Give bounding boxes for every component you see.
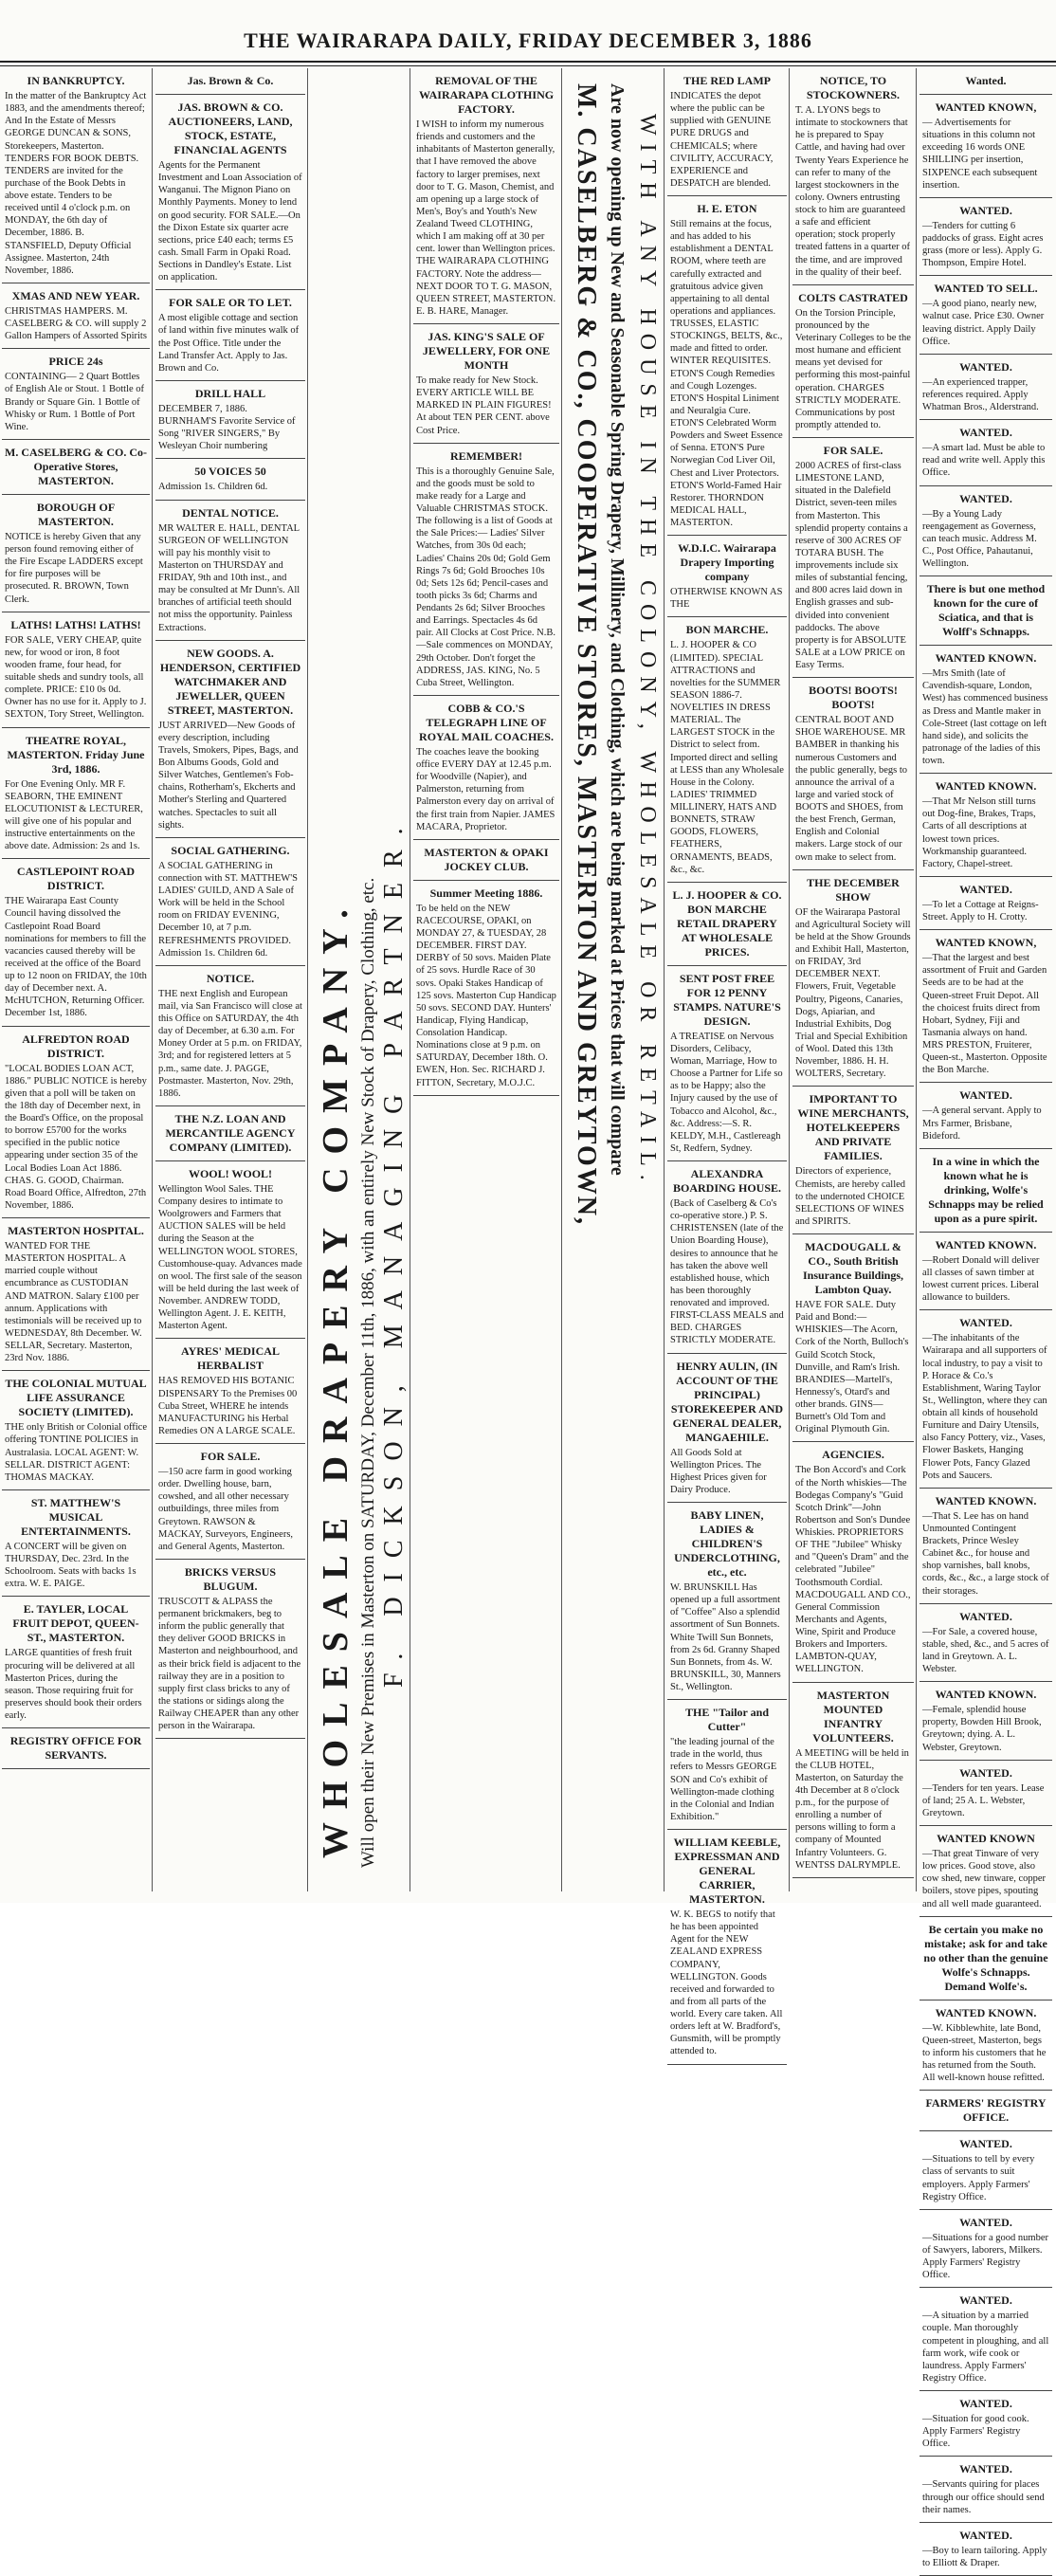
banner-footer: WITH ANY HOUSE IN THE COLONY, WHOLESALE OR RETAIL. xyxy=(635,114,660,1189)
advertisement-title: WANTED. xyxy=(959,1088,1012,1103)
advertisement xyxy=(792,1234,914,1442)
advertisement-body: —W. Kibblewhite, late Bond, Queen-street, Masterton, begs to inform his customers that he has returned from the South. All well-known house refitted. xyxy=(922,2022,1047,2084)
advertisement xyxy=(2,440,150,495)
advertisement-body: CHRISTMAS HAMPERS. M. CASELBERG & CO. will supply 2 Gallon Hampers of Assorted Spirits xyxy=(5,305,147,342)
advertisement-body: In the matter of the Bankruptcy Act 1883, and the amendments thereof; And In the Estate of Messrs GEORGE DUNCAN & SONS, Storekeepers, Masterton. TENDERS FOR BOOK DEBTS. TENDERS are invited for the purchase of the Book Debts in above estate. Tenders to be received until 4 o'clock p.m. on MONDAY, the 6th day of December, 1886. B. STANSFIELD, Deputy Official Assignee. Masterton, 24th November, 1886. xyxy=(5,91,147,276)
advertisement xyxy=(792,285,914,438)
advertisement-body: —150 acre farm in good working order. Dwelling house, barn, cowshed, and all other necessary outbuildings, three miles from Greytown. RAWSON & MACKAY, Surveyors, Engineers, and General Agents, Masterton. xyxy=(158,1467,294,1552)
advertisement-body: L. J. HOOPER & CO (LIMITED). SPECIAL ATTRACTIONS and novelties for the SUMMER SEASON 1886-7. NOVELTIES IN DRESS MATERIAL. The LARGEST STOCK in the District to select from. Imported direct and selling at LESS than any Wholesale House in the Colony. LADIES' TRIMMED MILLINERY, HATS AND BONNETS, STRAW GOODS, FLOWERS, FEATHERS, ORNAMENTS, BEADS, &c., &c. xyxy=(670,640,784,875)
advertisement-body: T. A. LYONS begs to intimate to stockowners that he is prepared to Spay Cattle, and having had over Twenty Years Experience he can refer to many of the largest stockowners in the colony. Owners entrusting stock to him are guaranteed a safe and efficient operation; stock properly treated fattens in a quarter of the time, and are improved in the quality of their beef. xyxy=(795,105,910,278)
advertisement-body: Still remains at the focus, and has added to his establishment a DENTAL ROOM, where teeth are carefully extracted and gratuitous advice given appertaining to all dental operations and appliances. TRUSSES, ELASTIC STOCKINGS, BELTS, &c., made and fitted to order. WINTER REQUISITES. ETON'S Cough Remedies and Cough Lozenges. ETON'S Hospital Liniment and Neuralgia Cure. ETON'S Celebrated Worm Powders and Sweet Essence of Senna. ETON'S Pure Norwegian Cod Liver Oil, Chest and Liver Protectors. ETON'S World-Famed Hair Restorer. THORNDON MEDICAL HALL, MASTERTON. xyxy=(670,219,783,528)
advertisement-body: —Female, splendid house property, Bowden Hill Brook, Greytown; dying. A. L. Webster, Greytown. xyxy=(922,1705,1042,1753)
advertisement-body: A most eligible cottage and section of land within five minutes walk of the Post Office. Title under the Land Transfer Act. Apply to Jas. Brown and Co. xyxy=(158,313,300,374)
advertisement-title: PRICE 24s xyxy=(48,355,103,369)
advertisement xyxy=(667,617,787,882)
advertisement-title: COLTS CASTRATED xyxy=(798,290,908,304)
column-divider xyxy=(789,68,790,1891)
advertisement xyxy=(919,95,1052,198)
advertisement xyxy=(2,1490,150,1598)
advertisement xyxy=(919,1083,1052,1148)
advertisement-body: —Servants quiring for places through our office should send their names. xyxy=(922,2479,1045,2515)
advertisement-title: Jas. Brown & Co. xyxy=(187,74,274,87)
advertisement-body: —That great Tinware of very low prices. Good stove, also cow shed, new tinware, copper boilers, stove pipes, spouting and all well made guaranteed. xyxy=(922,1849,1047,1909)
advertisement-body: Admission 1s. Children 6d. xyxy=(158,482,268,493)
advertisement-title: There is but one method known for the cure of Sciatica, and that is Wolff's Schnapps. xyxy=(926,582,1046,639)
advertisement-body: I WISH to inform my numerous friends and customers and the inhabitants of Masterton generally, that I have removed the above factory to larger premises, next door to T. G. Mason, Chemist, and am opening up a large stock of Men's, Boy's and Youth's New Zealand Tweed CLOTHING, which I am making off at 30 per cent. lower than Wellington prices. THE WAIRARAPA CLOTHING FACTORY. Note the address—NEXT DOOR TO T. G. MASON, QUEEN STREET, MASTERTON. E. B. HARE, Manager. xyxy=(416,119,556,317)
advertisement xyxy=(155,838,305,966)
column-divider xyxy=(664,68,665,1891)
advertisement-body: HAVE FOR SALE. Duty Paid and Bond:— WHISKIES—The Acorn, Cork of the North, Bulloch's Guild Scotch Stock, Dunville, and Ram's Irish. BRANDIES—Martell's, Hennessy's, Otard's and other brands. GINS—Burnett's Old Tom and Original Plymouth Gin. xyxy=(795,1300,909,1435)
advertisement-body: "the leading journal of the trade in the world, thus refers to Messrs GEORGE SON and Co's exhibit of Wellington-made clothing in the Colonial and Indian Exhibition." xyxy=(670,1737,777,1822)
advertisement-title: Wanted. xyxy=(965,74,1007,87)
advertisement-title: WANTED. xyxy=(959,426,1012,440)
advertisement xyxy=(667,1503,787,1700)
advertisement xyxy=(919,276,1052,355)
column-5 xyxy=(792,68,914,1891)
advertisement-title: HENRY AULIN, (IN ACCOUNT OF THE PRINCIPAL) STOREKEEPER AND GENERAL DEALER, MANGAEHILE. xyxy=(670,1359,784,1444)
advertisement xyxy=(667,1700,787,1830)
advertisement-body: —Mrs Smith (late of Cavendish-square, London, West) has commenced business as Dress and Mantle maker in Cole-Street (last cottage on left hand side), and solicits the patronage of the ladies of this town. xyxy=(922,668,1048,766)
advertisement-title: CASTLEPOINT ROAD DISTRICT. xyxy=(16,865,136,893)
advertisement-body: Agents for the Permanent Investment and Loan Association of Wanganui. The Mignon Piano on Monthly Payments. Money to lend on good security. FOR SALE.—On the Dixon Estate six quarter acre sections, price £40 each; terms £5 cash. Small Farm in Opaki Road. Sections in Dandley's Estate. List on application. xyxy=(158,160,302,283)
advertisement-title: WANTED KNOWN, xyxy=(935,936,1037,950)
advertisement-title: WANTED KNOWN, xyxy=(935,100,1037,114)
advertisement-body: —Boy to learn tailoring. Apply to Elliott & Draper. xyxy=(922,2545,1047,2568)
advertisement-title: BOROUGH OF MASTERTON. xyxy=(36,500,116,528)
advertisement-title: WANTED KNOWN. xyxy=(935,2005,1037,2019)
advertisement-title: W.D.I.C. Wairarapa Drapery Importing company xyxy=(678,541,776,584)
advertisement-title: WANTED KNOWN. xyxy=(935,1237,1037,1251)
advertisement xyxy=(2,283,150,349)
advertisement-body: —The inhabitants of the Wairarapa and all supporters of local industry, to pay a visit to P. Horace & Co.'s Establishment, Waring Taylor St., Wellington, where they can obtain all kinds of household Furniture and Dairy Utensils, also Fancy Pottery, viz., Vases, Flower Baskets, Hanging Flower Pots, Fancy Glazed Pots and Saucers. xyxy=(922,1333,1047,1481)
advertisement-title: In a wine in which the known what he is drinking, Wolfe's Schnapps may be relied upon as a pure spirit. xyxy=(928,1154,1044,1225)
advertisement xyxy=(919,877,1052,930)
advertisement-title: ALEXANDRA BOARDING HOUSE. xyxy=(672,1167,782,1195)
wholesale-drapery-banner xyxy=(309,76,408,1891)
advertisement-body: —A general servant. Apply to Mrs Farmer, Brisbane, Bideford. xyxy=(922,1105,1042,1142)
advertisement xyxy=(155,68,305,95)
advertisement xyxy=(919,1682,1052,1761)
advertisement xyxy=(919,646,1052,774)
advertisement-body: THE next English and European mail, via San Francisco will close at this Office on SATURDAY, the 4th day of December, at 6.30 a.m. For Money Order at 5 p.m. on FRIDAY, 3rd; and for registered letters at 5 p.m., same date. J. PAGGE, Postmaster. Masterton, Nov. 29th, 1886. xyxy=(158,988,302,1099)
advertisement xyxy=(155,966,305,1106)
advertisement xyxy=(155,459,305,500)
advertisement xyxy=(919,1917,1052,2001)
advertisement xyxy=(792,1087,914,1234)
column-4 xyxy=(667,68,787,2057)
advertisement xyxy=(919,930,1052,1083)
advertisement-body: W. K. BEGS to notify that he has been appointed Agent for the NEW ZEALAND EXPRESS COMPANY, WELLINGTON. Goods received and forwarded to and from all parts of the world. Every care taken. All orders left at W. Bradford's, Gunsmith, will be promptly attended to. xyxy=(670,1909,783,2057)
advertisement xyxy=(667,68,787,196)
advertisement-title: Summer Meeting 1886. xyxy=(429,886,543,900)
advertisement xyxy=(155,1339,305,1444)
advertisement xyxy=(919,198,1052,277)
advertisement-body: OF the Wairarapa Pastoral and Agricultural Society will be held at the Show Grounds and Exhibit Hall, Masterton, on FRIDAY, 3rd DECEMBER NEXT. Flowers, Fruit, Vegetable Poultry, Pigeons, Canaries, Dogs, Apiarian, and Industrial Exhibits, Dog Trial and Special Exhibition of Wool. Dated this 13th November, 1886. H. H. WOLTERS, Secretary. xyxy=(795,906,911,1080)
advertisement-title: FARMERS' REGISTRY OFFICE. xyxy=(925,2096,1047,2125)
advertisement-body: All Goods Sold at Wellington Prices. The Highest Prices given for Dairy Produce. xyxy=(670,1447,767,1495)
advertisement xyxy=(919,2288,1052,2391)
advertisement-body: To make ready for New Stock. EVERY ARTICLE WILL BE MARKED IN PLAIN FIGURES! At about TEN PER CENT. above Cost Price. xyxy=(416,375,552,436)
advertisement-title: THE RED LAMP xyxy=(683,74,771,87)
advertisement-title: AYRES' MEDICAL HERBALIST xyxy=(181,1344,280,1373)
advertisement xyxy=(919,1761,1052,1826)
advertisement xyxy=(667,536,787,617)
advertisement-title: IN BANKRUPTCY. xyxy=(27,74,125,87)
banner-subline: Will open their New Premises in Masterton on SATURDAY, December 11th, 1886, with an entirely New Stock of Drapery, Clothing, etc. xyxy=(358,877,378,1868)
advertisement-body: The coaches leave the booking office EVERY DAY at 12.45 p.m. for Woodville (Napier), and Palmerston, returning from Palmerston every day on arrival of the first train from Napier. JAMES MACARA, Proprietor. xyxy=(416,746,555,832)
advertisement-title: 50 VOICES 50 xyxy=(194,465,266,479)
advertisement-title: WANTED KNOWN. xyxy=(935,651,1037,666)
advertisement-title: WANTED. xyxy=(959,1609,1012,1623)
advertisement xyxy=(792,68,914,285)
banner-manager: F. DICKSON, MANAGING PARTNER. xyxy=(379,813,409,1688)
advertisement-body: —An experienced trapper, references required. Apply Whatman Bros., Alderstrand. xyxy=(922,376,1039,412)
advertisement xyxy=(919,1826,1052,1917)
advertisement-title: FOR SALE. xyxy=(200,1450,261,1463)
advertisement-title: BOOTS! BOOTS! BOOTS! xyxy=(809,684,898,712)
advertisement-title: MASTERTON MOUNTED INFANTRY VOLUNTEERS. xyxy=(812,1688,894,1745)
advertisement xyxy=(919,1233,1052,1311)
advertisement xyxy=(919,2091,1052,2131)
advertisement-body: — Advertisements for situations in this column not exceeding 16 words ONE SHILLING per insertion, SIXPENCE each subsequent insertion. xyxy=(922,118,1038,191)
advertisement-title: MASTERTON HOSPITAL. xyxy=(8,1224,144,1237)
advertisement-title: WANTED. xyxy=(959,203,1012,217)
advertisement-title: THE "Tailor and Cutter" xyxy=(684,1706,770,1734)
advertisement xyxy=(155,1161,305,1340)
advertisement-title: WANTED. xyxy=(959,2293,1012,2308)
advertisement xyxy=(2,1218,150,1371)
advertisement xyxy=(792,438,914,678)
advertisement xyxy=(919,576,1052,646)
banner-headline: WHOLESALE DRAPERY COMPANY. xyxy=(316,896,355,1858)
advertisement-title: WANTED. xyxy=(959,1316,1012,1330)
advertisement-body: —Situations to tell by every class of servants to suit employers. Apply Farmers' Registry Office. xyxy=(922,2154,1035,2202)
advertisement-body: OTHERWISE KNOWN AS THE xyxy=(670,587,783,611)
advertisement-title: NOTICE. xyxy=(206,971,255,985)
advertisement-body: —A smart lad. Must be able to read and write well. Apply this Office. xyxy=(922,443,1046,479)
advertisement-body: NOTICE is hereby Given that any person found removing either of the Fire Escape LADDERS except for fire purposes will be prosecuted. R. BROWN, Town Clerk. xyxy=(5,531,143,605)
advertisement-title: WANTED. xyxy=(959,491,1012,505)
advertisement-body: 2000 ACRES of first-class LIMESTONE LAND, situated in the Dalefield District, seven-teen miles from Masterton. This splendid property contains a reserve of 300 ACRES OF TOTARA BUSH. The improvements include six miles of substantial fencing, and 800 acres laid down in English grasses and sub-divided into convenient paddocks. The above property is for ABSOLUTE SALE at a LOW PRICE on Easy Terms. xyxy=(795,461,908,670)
advertisement-title: MASTERTON & OPAKI JOCKEY CLUB. xyxy=(424,845,549,873)
advertisement-title: JAS. BROWN & CO. AUCTIONEERS, LAND, STOCK, ESTATE, FINANCIAL AGENTS xyxy=(168,100,293,156)
advertisement-body: Wellington Wool Sales. THE Company desires to intimate to Woolgrowers and Farmers that AUCTION SALES will be held during the Season at the WELLINGTON WOOL STORES, Customhouse-quay. Advances made on wool. The first sale of the season will be held during the last week of November. ANDREW TODD, Wellington Agent. J. E. KEITH, Masterton Agent. xyxy=(158,1183,302,1332)
advertisement-title: THE COLONIAL MUTUAL LIFE ASSURANCE SOCIETY (LIMITED). xyxy=(5,1377,147,1419)
advertisement-body: THE only British or Colonial office offering TONTINE POLICIES in Australasia. LOCAL AGENT: W. SELLAR. DISTRICT AGENT: THOMAS MACKAY. xyxy=(5,1422,147,1483)
advertisement-body: —By a Young Lady reengagement as Governess, can teach music. Address M. C., Post Office, Pahautanui, Wellington. xyxy=(922,508,1037,569)
advertisement-title: WANTED TO SELL. xyxy=(934,282,1038,296)
advertisement-title: WANTED. xyxy=(959,2528,1012,2542)
advertisement xyxy=(919,420,1052,485)
advertisement-title: FOR SALE. xyxy=(823,444,883,457)
advertisement xyxy=(155,1560,305,1739)
advertisement xyxy=(413,696,559,840)
advertisement xyxy=(919,1489,1052,1604)
advertisement xyxy=(2,1027,150,1219)
advertisement-body: —Situation for good cook. Apply Farmers' Registry Office. xyxy=(922,2414,1029,2450)
advertisement-body: WANTED FOR THE MASTERTON HOSPITAL. A married couple without encumbrance as CUSTODIAN AND MATRON. Salary £100 per annum. Applications with testimonials will be received up to WEDNESDAY, 8th December. W. SELLAR, Secretary. Masterton, 23rd Nov. 1886. xyxy=(5,1241,142,1364)
column-divider xyxy=(916,68,917,1891)
advertisement-title: AGENCIES. xyxy=(822,1448,884,1462)
advertisement-title: M. CASELBERG & CO. Co-Operative Stores, MASTERTON. xyxy=(5,445,148,487)
advertisement-body: LARGE quantities of fresh fruit procuring will be delivered at all Masterton Prices, during the season. Those requiring fruit for preserves should book their orders early. xyxy=(5,1648,142,1721)
advertisement-body: A MEETING will be held in the CLUB HOTEL, Masterton, on Saturday the 4th December at 8 o'clock p.m., for the purpose of enrolling a number of persons willing to form a company of Mounted Infantry Volunteers. G. WENTSS DALRYMPLE. xyxy=(795,1747,909,1871)
advertisement xyxy=(667,1161,787,1354)
advertisement-body: TRUSCOTT & ALPASS the permanent brickmakers, beg to inform the public generally that they deliver GOOD BRICKS in Masterton and neighbourhood, and as their brick field is adjacent to the railway they are in a position to supply first class bricks to any of the stations or sidings along the Railway CHEAPER than any other person in the Wairarapa. xyxy=(158,1596,301,1732)
advertisement-title: WANTED. xyxy=(959,882,1012,896)
advertisement xyxy=(919,774,1052,877)
masthead-rule xyxy=(0,61,1056,66)
advertisement-body: (Back of Caselberg & Co's co-operative store.) P. S. CHRISTENSEN (late of the Union Boarding House), desires to announce that he has taken the above well established house, which has been thoroughly renovated and improved. FIRST-CLASS MEALS and BED. CHARGES STRICTLY MODERATE. xyxy=(670,1198,784,1346)
advertisement xyxy=(919,1149,1052,1233)
advertisement-title: WANTED KNOWN xyxy=(937,1832,1035,1845)
advertisement-title: COBB & CO.'S TELEGRAPH LINE OF ROYAL MAIL COACHES. xyxy=(419,701,554,743)
advertisement-title: BABY LINEN, LADIES & CHILDREN'S UNDERCLOTHING, etc., etc. xyxy=(674,1508,780,1579)
advertisement xyxy=(919,2001,1052,2092)
advertisement-title: WANTED. xyxy=(959,2462,1012,2476)
advertisement-title: WANTED. xyxy=(959,1765,1012,1780)
advertisement-title: DRILL HALL xyxy=(194,386,266,400)
advertisement xyxy=(2,1728,150,1769)
advertisement-body: —Tenders for cutting 6 paddocks of grass. Eight acres grass (more or less). Apply G. Thompson, Empire Hotel. xyxy=(922,220,1044,269)
advertisement xyxy=(2,859,150,1026)
advertisement-title: IMPORTANT TO WINE MERCHANTS, HOTELKEEPERS AND PRIVATE FAMILIES. xyxy=(797,1092,909,1163)
advertisement-body: —That Mr Nelson still turns out Dog-fine, Brakes, Traps, Carts of all descriptions at lowest town prices. Workmanship guaranteed. Factory, Chapel-street. xyxy=(922,796,1036,869)
advertisement-title: L. J. HOOPER & CO. BON MARCHE RETAIL DRAPERY AT WHOLESALE PRICES. xyxy=(672,887,782,959)
advertisement xyxy=(792,1683,914,1878)
advertisement-body: —Situations for a good number of Sawyers, laborers, Milkers. Apply Farmers' Registry Office. xyxy=(922,2232,1048,2281)
advertisement-title: SOCIAL GATHERING. xyxy=(171,843,290,857)
advertisement-body: JUST ARRIVED—New Goods of every description, including Travels, Smokers, Pipes, Bags, and Bon Albums Goods, Gold and Silver Watches, Gentlemen's Fob-chains, Rotherham's, Ekcherts and Mother's Sterling and Quartered watches. Spectacles to suit all sights. xyxy=(158,720,299,831)
advertisement-body: For One Evening Only. MR F. SEABORN, THE EMINENT ELOCUTIONIST & LECTURER, will give one of his popular and instructive entertainments on the above date. Admission: 2s and 1s. xyxy=(5,778,143,852)
advertisement-title: H. E. ETON xyxy=(697,202,757,215)
advertisement-body: —A good piano, nearly new, walnut case. Price £30. Owner leaving district. Apply Daily Office. xyxy=(922,299,1045,347)
advertisement-body: On the Torsion Principle, pronounced by the Veterinary Colleges to be the most humane and efficient means yet devised for performing this most-painful operation. CHARGES STRICTLY MODERATE. Communications by post promptly attended to. xyxy=(795,307,911,430)
advertisement-body: —A situation by a married couple. Man thoroughly competent in ploughing, and all farm work, wife cook or laundress. Apply Farmers' Registry Office. xyxy=(922,2311,1049,2384)
advertisement-title: Be certain you make no mistake; ask for and take no other than the genuine Wolfe's Schnapps. Demand Wolfe's. xyxy=(923,1922,1048,1993)
column-divider xyxy=(152,68,153,1891)
advertisement xyxy=(667,1830,787,2065)
advertisement xyxy=(413,444,559,696)
advertisement-title: REMEMBER! xyxy=(450,448,522,463)
advertisement xyxy=(919,2131,1052,2210)
advertisement xyxy=(667,196,787,536)
advertisement xyxy=(667,883,787,966)
advertisement xyxy=(2,349,150,440)
advertisement-body: —That the largest and best assortment of Fruit and Garden Seeds are to be had at the Queen-street Fruit Depot. All the choicest fruits direct from Hobart, Sydney, Fiji and Tasmania always on hand. MRS PRESTON, Fruiterer, Queen-st., Masterton. Opposite the Bon Marche. xyxy=(922,953,1047,1076)
advertisement xyxy=(792,1442,914,1682)
advertisement xyxy=(919,2210,1052,2289)
advertisement-body: This is a thoroughly Genuine Sale, and the goods must be sold to make ready for a Large and Valuable CHRISTMAS STOCK. The following is a list of Goods at the Sale Prices:— Ladies' Silver Watches, from 30s 0d each; Ladies' Chains 20s 0d; Gold Gem Rings 7s 6d; Gold Brooches 10s 0d; Sets 12s 6d; Pencil-cases and tooth picks 3s 6d; Charms and Pendants 2s 6d; Silver Brooches and Earrings. Spectacles 4s 6d pair. All Clocks at Cost Price. N.B.—Sale commences on MONDAY, 29th October. Don't forget the ADDRESS, JAS. KING, No. 5 Cuba Street, Wellington. xyxy=(416,466,555,688)
advertisement-body: HAS REMOVED HIS BOTANIC DISPENSARY To the Premises 00 Cuba Street, WHERE he intends MANUFACTURING his Herbal Remedies ON A LARGE SCALE. xyxy=(158,1376,298,1436)
advertisement xyxy=(2,495,150,612)
advertisement xyxy=(2,612,150,728)
advertisement-body: A SOCIAL GATHERING in connection with ST. MATTHEW'S LADIES' GUILD, AND A Sale of Work will be held in the School room on FRIDAY EVENING, December 10, at 7 p.m. REFRESHMENTS PROVIDED. Admission 1s. Children 6d. xyxy=(158,860,298,959)
advertisement-title: MACDOUGALL & CO., South British Insurance Buildings, Lambton Quay. xyxy=(802,1240,904,1296)
advertisement xyxy=(155,1106,305,1161)
advertisement xyxy=(919,2523,1052,2576)
column-divider xyxy=(307,68,308,1891)
advertisement-title: THEATRE ROYAL, MASTERTON. Friday June 3rd, 1886. xyxy=(7,733,145,776)
advertisement-body: The Bon Accord's and Cork of the North whiskies—The Bodegas Company's "Guid Scotch Drink"—John Robertson and Son's Dundee Whiskies. PROPRIETORS OF THE "Jubilee" Whisky and "Queen's Dram" and the celebrated "Jubilee" Toothsmouth Cordial. MACDOUGALL AND CO., General Commission Merchants and Agents, Wine, Spirit and Produce Brokers and Importers. LAMBTON-QUAY, WELLINGTON. xyxy=(795,1465,911,1675)
column-1 xyxy=(2,68,150,1891)
advertisement-body: MR WALTER E. HALL, DENTAL SURGEON OF WELLINGTON will pay his monthly visit to Masterton on THURSDAY and FRIDAY, 9th and 10th inst., and may be consulted at Mr Dunn's. All branches of artificial teeth should not miss the opportunity. Painless Extractions. xyxy=(158,522,300,633)
advertisement xyxy=(2,728,150,860)
banner-headline: M. CASELBERG & CO., COOPERATIVE STORES, MASTERTON AND GREYTOWN, xyxy=(572,83,601,1227)
advertisement-title: E. TAYLER, LOCAL FRUIT DEPOT, QUEEN-ST., MASTERTON. xyxy=(12,1602,139,1645)
advertisement xyxy=(919,1310,1052,1489)
advertisement xyxy=(155,1444,305,1560)
column-3 xyxy=(413,68,559,1891)
advertisement-body: —That S. Lee has on hand Unmounted Contingent Brackets, Prince Wesley Cabinet &c., for house and shop varnishes, ball knobs, cords, &c., &c., a large stock of their storages. xyxy=(922,1510,1049,1597)
advertisement xyxy=(2,1597,150,1728)
advertisement-title: XMAS AND NEW YEAR. xyxy=(11,288,140,302)
masthead: THE WAIRARAPA DAILY, FRIDAY DECEMBER 3, 1886 xyxy=(244,28,812,52)
advertisement xyxy=(667,1354,787,1504)
advertisement xyxy=(413,840,559,881)
advertisement-title: SENT POST FREE FOR 12 PENNY STAMPS. NATURE'S DESIGN. xyxy=(673,971,781,1028)
advertisement xyxy=(413,68,559,324)
advertisement-body: CONTAINING— 2 Quart Bottles of English Ale or Stout. 1 Bottle of Brandy or Square Gin. 1 Bottle of Whisky or Rum. 1 Bottle of Port Wine. xyxy=(5,372,144,432)
column-divider xyxy=(561,68,562,1891)
column-2 xyxy=(155,68,305,1891)
advertisement-title: JAS. KING'S SALE OF JEWELLERY, FOR ONE MONTH xyxy=(422,330,551,372)
advertisement xyxy=(155,290,305,381)
advertisement-title: WANTED. xyxy=(959,359,1012,374)
advertisement-body: To be held on the NEW RACECOURSE, OPAKI, on MONDAY 27, & TUESDAY, 28 DECEMBER. FIRST DAY. DERBY of 50 sovs. Maiden Plate of 25 sovs. Hurdle Race of 30 sovs. Opaki Stakes Handicap of 125 sovs. Masterton Cup Handicap 50 sovs. SECOND DAY. Hunters' Handicap, Flying Handicap, Consolation Handicap. Nominations close at 9 p.m. on SATURDAY, December 18th. O. EWEN, Hon. Sec. RICHARD J. FITTON, Secretary, M.O.J.C. xyxy=(416,903,556,1088)
advertisement-body: CENTRAL BOOT AND SHOE WAREHOUSE. MR BAMBER in thanking his numerous Customers and the public generally, begs to announce the arrival of a large and varied stock of BOOTS and SHOES, from the best French, German, English and Colonial makers. Large stock of our own make to select from. xyxy=(795,715,907,863)
column-6 xyxy=(919,68,1052,2568)
advertisement-title: DENTAL NOTICE. xyxy=(182,505,279,520)
advertisement xyxy=(2,68,150,283)
advertisement-title: WANTED KNOWN. xyxy=(935,1493,1037,1507)
advertisement xyxy=(919,486,1052,577)
caselberg-banner xyxy=(563,76,662,1891)
advertisement-title: ALFREDTON ROAD DISTRICT. xyxy=(22,1032,130,1060)
advertisement-title: BON MARCHE. xyxy=(685,623,769,637)
advertisement-body: —Tenders for ten years. Lease of land; 25 A. L. Webster, Greytown. xyxy=(922,1782,1045,1818)
advertisement-body: INDICATES the depot where the public can be supplied with GENUINE PURE DRUGS and CHEMICALS; where CIVILITY, ACCURACY, EXPERIENCE and DESPATCH are blended. xyxy=(670,91,774,189)
advertisement-body: A CONCERT will be given on THURSDAY, Dec. 23rd. In the Schoolroom. Seats with backs 1s extra. W. E. PAIGE. xyxy=(5,1541,137,1590)
advertisement-title: NOTICE, TO STOCKOWNERS. xyxy=(806,74,901,101)
advertisement-body: —Robert Donald will deliver all classes of sawn timber at lowest current prices. Liberal allowance to builders. xyxy=(922,1254,1040,1304)
banner-subline: Are now opening up New and Seasonable Spring Drapery, Millinery, and Clothing, which are being marked at Prices that will compare xyxy=(607,83,628,1176)
advertisement-title: WANTED. xyxy=(959,2397,1012,2410)
advertisement xyxy=(2,1371,150,1490)
advertisement xyxy=(155,381,305,460)
advertisement-title: BRICKS VERSUS BLUGUM. xyxy=(184,1564,277,1593)
advertisement xyxy=(792,870,914,1087)
advertisement xyxy=(792,678,914,870)
advertisement xyxy=(919,1604,1052,1683)
advertisement-body: FOR SALE, VERY CHEAP, quite new, for wood or iron, 8 foot wooden frame, four head, for suitable sheds and sundry tools, all complete. PRICE: £10 0s 0d. Owner has no use for it. Apply to J. SEXTON, Tory Street, Wellington. xyxy=(5,634,147,721)
advertisement xyxy=(413,881,559,1096)
advertisement xyxy=(919,355,1052,420)
advertisement xyxy=(155,95,305,290)
advertisement-title: WANTED. xyxy=(959,2215,1012,2229)
advertisement xyxy=(919,68,1052,95)
advertisement-title: WILLIAM KEEBLE, EXPRESSMAN AND GENERAL CARRIER, MASTERTON. xyxy=(673,1836,781,1906)
advertisement xyxy=(667,966,787,1161)
advertisement-body: A TREATISE on Nervous Disorders, Celibacy, Woman, Marriage, How to Choose a Partner for Life so as to be Happy; also the Injury caused by the use of Tobacco and Alcohol, &c., &c. Address:—S. R. KELDY, M.H., Castlereagh St, Redfern, Sydney. xyxy=(670,1031,783,1154)
advertisement-title: THE N.Z. LOAN AND MERCANTILE AGENCY COMPANY (LIMITED). xyxy=(165,1111,296,1154)
advertisement-body: "LOCAL BODIES LOAN ACT, 1886." PUBLIC NOTICE is hereby given that a poll will be taken on the 18th day of December next, in the Board's Office, on the proposal to borrow £5700 for the works specified in the public notice appearing under section 35 of the Local Bodies Loan Act 1886. CHAS. G. GOOD, Chairman. Road Board Office, Alfredton, 27th November, 1886. xyxy=(5,1063,147,1211)
advertisement-title: THE DECEMBER SHOW xyxy=(807,875,900,904)
advertisement-title: REGISTRY OFFICE FOR SERVANTS. xyxy=(9,1734,142,1763)
advertisement-body: Directors of experience, Chemists, are hereby called to the undernoted CHOICE SELECTIONS OF WINES and SPIRITS. xyxy=(795,1166,906,1227)
advertisement-title: WOOL! WOOL! xyxy=(188,1166,273,1180)
advertisement xyxy=(155,641,305,838)
advertisement-title: NEW GOODS. A. HENDERSON, CERTIFIED WATCHMAKER AND JEWELLER, QUEEN STREET, MASTERTON. xyxy=(159,646,301,717)
advertisement-title: LATHS! LATHS! LATHS! xyxy=(10,617,141,631)
advertisement xyxy=(919,2391,1052,2457)
advertisement-body: —To let a Cottage at Reigns-Street. Apply to H. Crotty. xyxy=(922,899,1039,923)
advertisement xyxy=(919,2457,1052,2522)
advertisement-title: WANTED KNOWN. xyxy=(935,779,1037,794)
advertisement-title: REMOVAL OF THE WAIRARAPA CLOTHING FACTORY. xyxy=(418,74,555,116)
advertisement-body: THE Wairarapa East County Council having dissolved the Castlepoint Road Board nominations for members to fill the vacancies caused thereby will be received at the office of the Board up to 12 noon on FRIDAY, the 10th day of December next. A. McHUTCHON, Returning Officer. December 1st, 1886. xyxy=(5,896,147,1019)
advertisement-title: FOR SALE OR TO LET. xyxy=(169,296,292,310)
advertisement-body: —For Sale, a covered house, stable, shed, &c., and 5 acres of land in Greytown. A. L. Webster. xyxy=(922,1626,1049,1674)
advertisement-title: ST. MATTHEW'S MUSICAL ENTERTAINMENTS. xyxy=(21,1495,131,1538)
advertisement-body: DECEMBER 7, 1886. BURNHAM'S Favorite Service of Song "RIVER SINGERS," By Wesleyan Choir numbering xyxy=(158,403,296,452)
advertisement-title: WANTED KNOWN. xyxy=(935,1688,1037,1702)
advertisement-body: W. BRUNSKILL Has opened up a full assortment of "Coffee" Also a splendid assortment of Sun Bonnets. White Twill Sun Bonnets, from 2s 6d. Granny Shaped Sun Bonnets, from 4s. W. BRUNSKILL, 30, Manners St., Wellington. xyxy=(670,1582,781,1692)
advertisement-title: WANTED. xyxy=(959,2137,1012,2151)
advertisement xyxy=(155,501,305,641)
advertisement xyxy=(413,324,559,444)
